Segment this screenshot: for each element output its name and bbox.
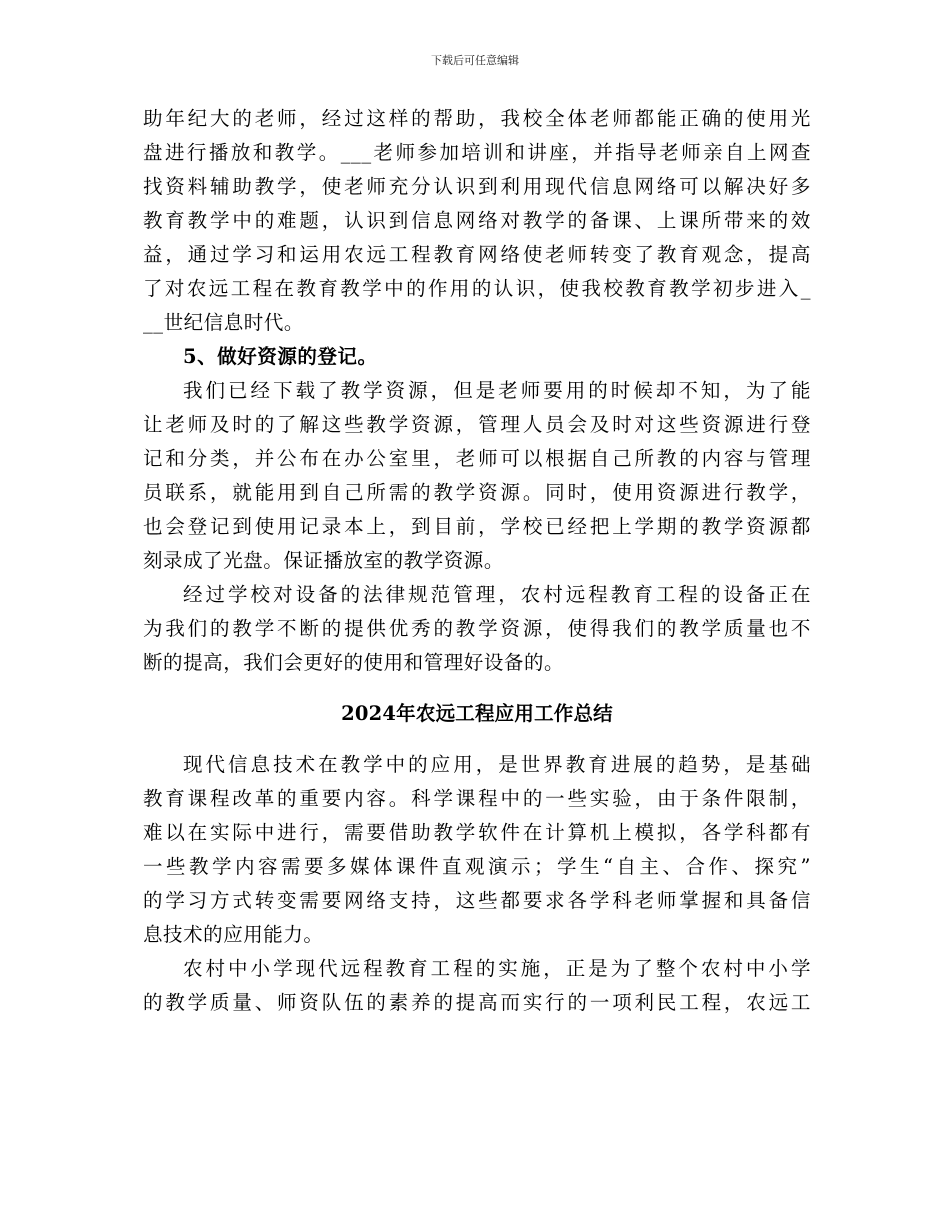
- body-line: 断的提高，我们会更好的使用和管理好设备的。: [143, 651, 565, 674]
- body-line: 经过学校对设备的法律规范管理，农村远程教育工程的设备正在: [183, 583, 811, 606]
- document-body: [143, 102, 811, 1020]
- body-line: 记和分类，并公布在办公室里，老师可以根据自己所教的内容与管理: [143, 447, 811, 470]
- body-line: 让老师及时的了解这些教学资源，管理人员会及时对这些资源进行登: [143, 413, 811, 436]
- document-title: 2024年农远工程应用工作总结: [341, 702, 613, 725]
- section-heading: 5、做好资源的登记。: [183, 345, 378, 368]
- spacer: [143, 731, 811, 748]
- body-line: 教育教学中的难题，认识到信息网络对教学的备课、上课所带来的效: [143, 209, 811, 232]
- body-line: 难以在实际中进行，需要借助教学软件在计算机上模拟，各学科都有: [143, 821, 811, 844]
- body-line: 员联系，就能用到自己所需的教学资源。同时，使用资源进行教学，: [143, 481, 811, 504]
- body-line: 教育课程改革的重要内容。科学课程中的一些实验，由于条件限制，: [143, 787, 811, 810]
- body-line: __世纪信息时代。: [143, 311, 304, 334]
- body-line: 为我们的教学不断的提供优秀的教学资源，使得我们的教学质量也不: [143, 617, 811, 640]
- body-line: 我们已经下载了教学资源，但是老师要用的时候却不知，为了能: [183, 379, 811, 402]
- body-line: 了对农远工程在教育教学中的作用的认识，使我校教育教学初步进入_: [143, 277, 811, 300]
- body-line: 也会登记到使用记录本上，到目前，学校已经把上学期的教学资源都: [143, 515, 811, 538]
- body-line: 刻录成了光盘。保证播放室的教学资源。: [143, 549, 504, 572]
- body-line: 现代信息技术在教学中的应用，是世界教育进展的趋势，是基础: [183, 753, 811, 776]
- spacer: [143, 680, 811, 697]
- body-line: 农村中小学现代远程教育工程的实施，正是为了整个农村中小学: [183, 957, 811, 980]
- page-header: 下载后可任意编辑: [431, 54, 519, 67]
- body-line: 的教学质量、师资队伍的素养的提高而实行的一项利民工程，农远工: [143, 991, 811, 1014]
- body-line: 的学习方式转变需要网络支持，这些都要求各学科老师掌握和具备信: [143, 889, 811, 912]
- body-line: 一些教学内容需要多媒体课件直观演示；学生“自主、合作、探究”: [143, 855, 811, 878]
- body-line: 找资料辅助教学，使老师充分认识到利用现代信息网络可以解决好多: [143, 175, 811, 198]
- body-line: 盘进行播放和教学。___老师参加培训和讲座，并指导老师亲自上网查: [143, 141, 811, 164]
- body-line: 益，通过学习和运用农远工程教育网络使老师转变了教育观念，提高: [143, 243, 811, 266]
- body-line: 助年纪大的老师，经过这样的帮助，我校全体老师都能正确的使用光: [143, 107, 811, 130]
- body-line: 息技术的应用能力。: [143, 923, 324, 946]
